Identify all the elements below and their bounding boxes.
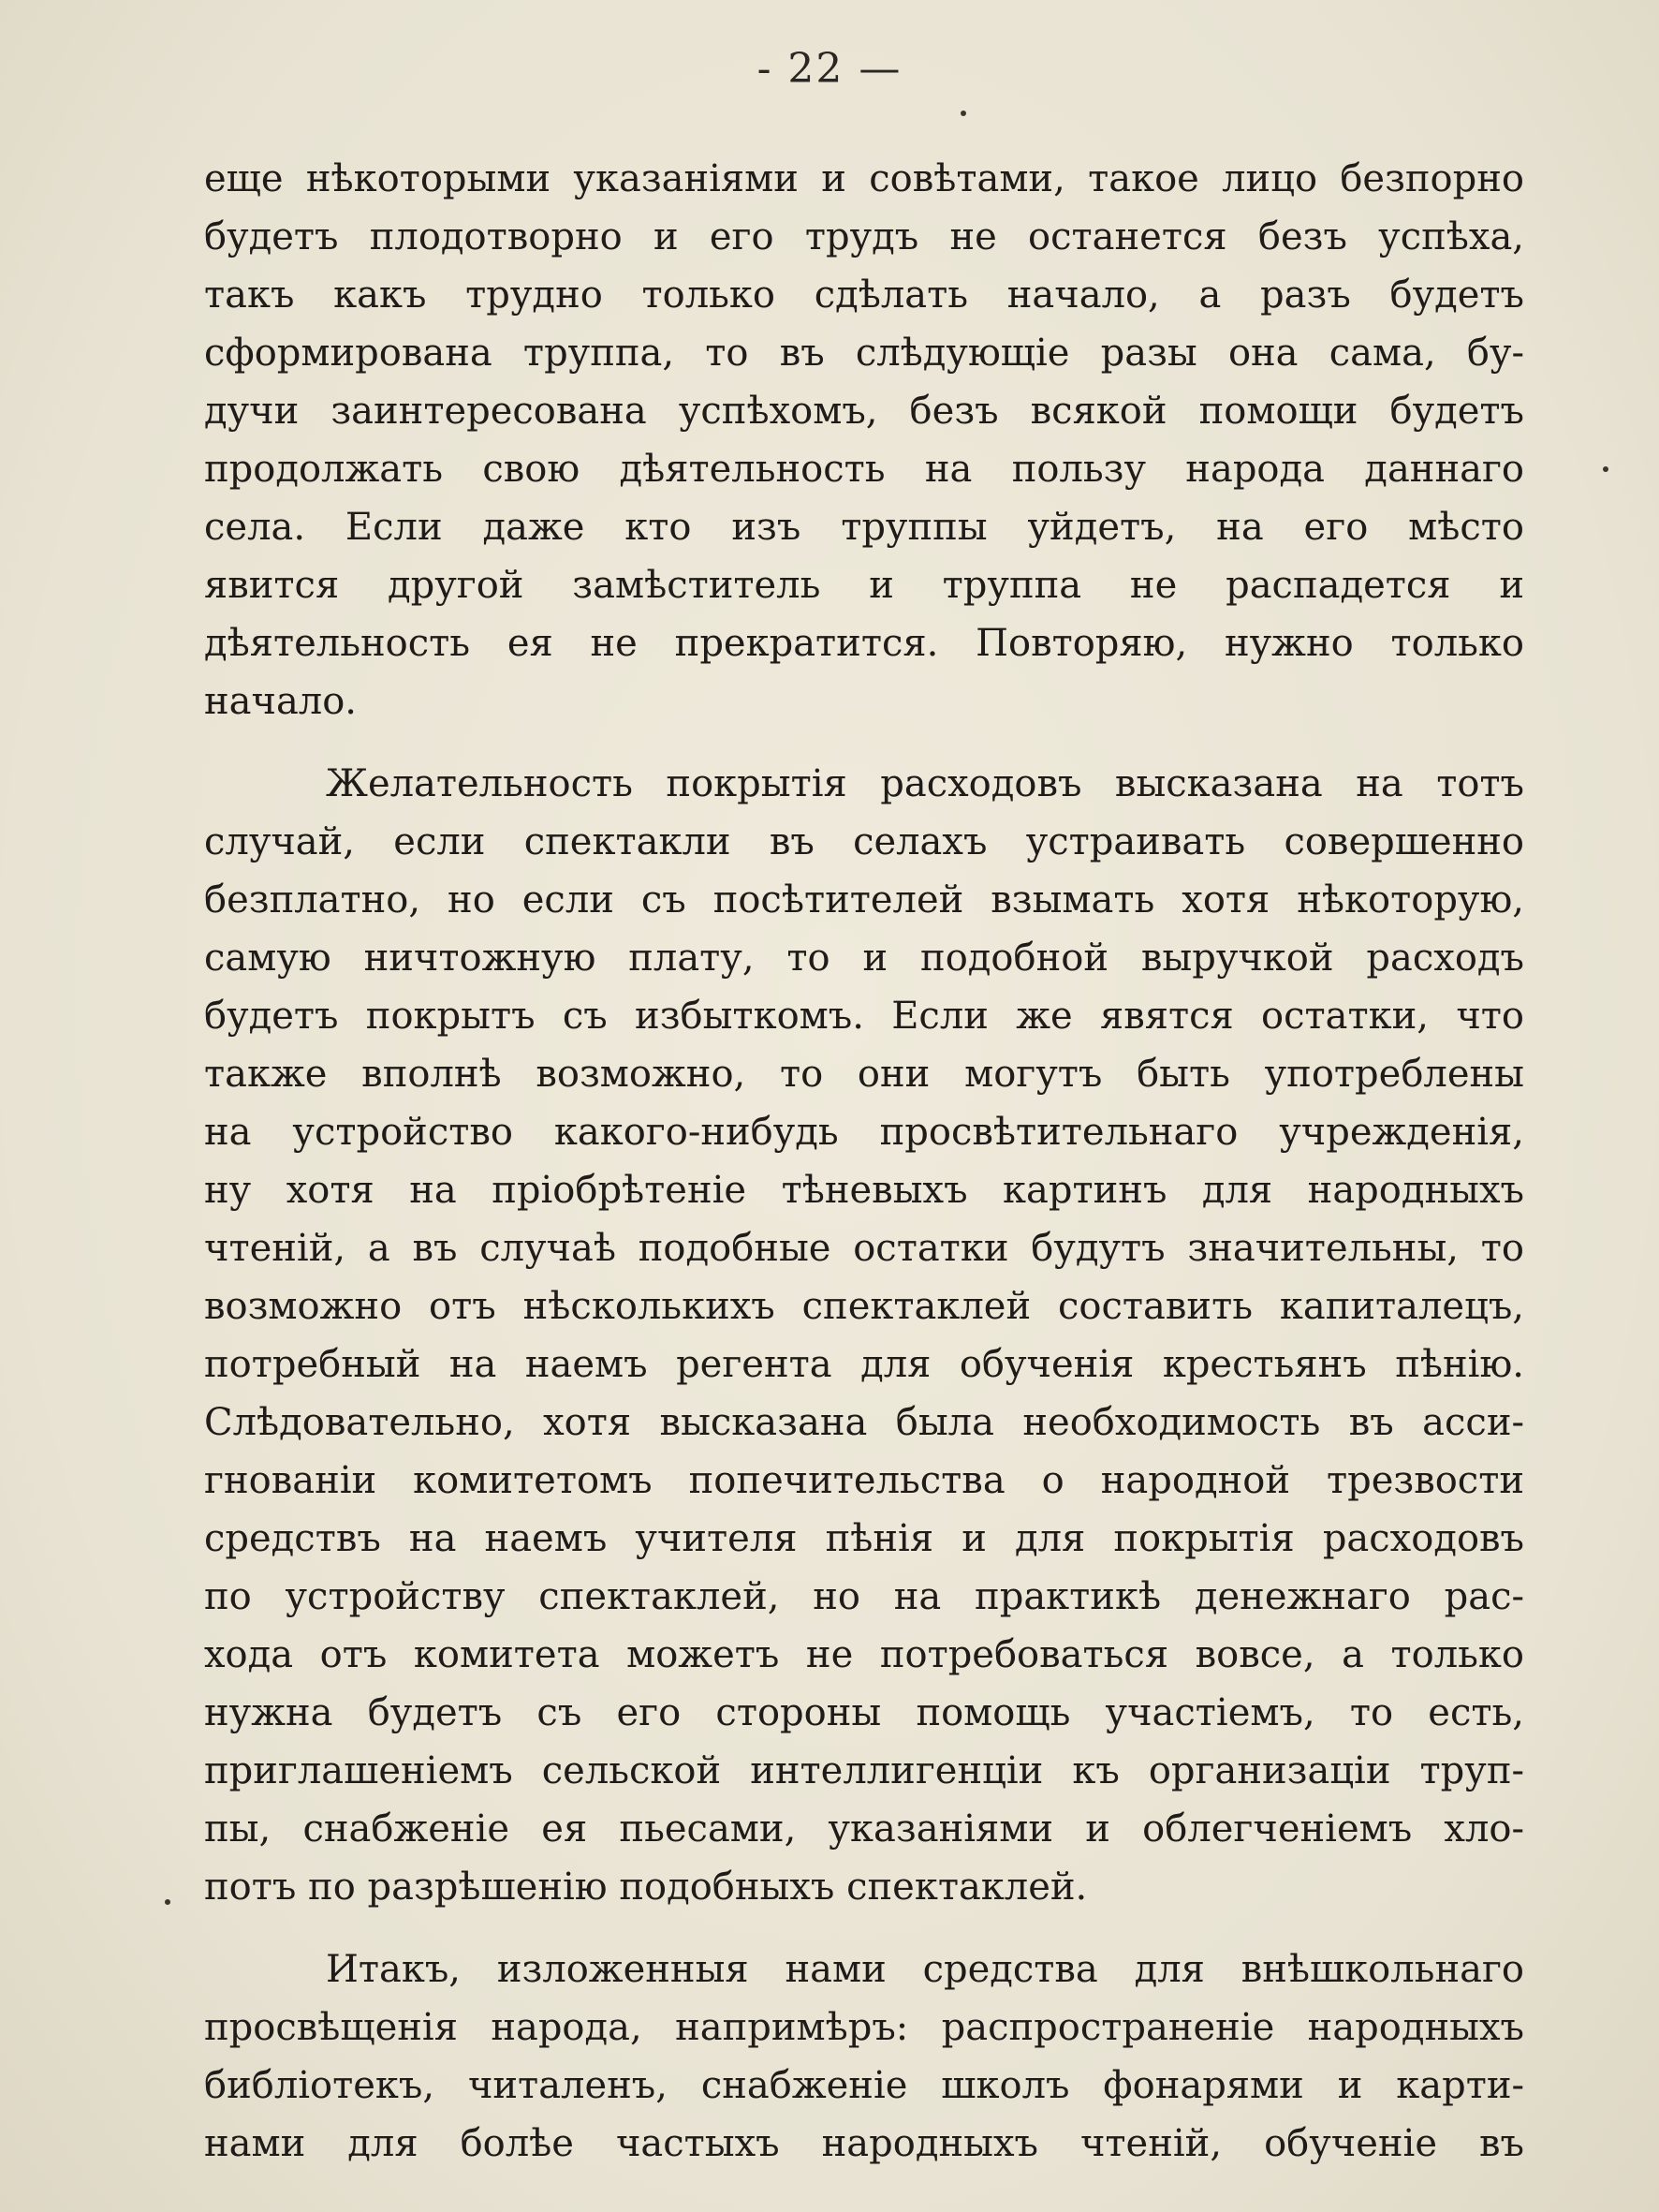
text-line: дѣятельность ея не прекратится. Повторяю, нужно только: [204, 622, 1524, 665]
text-line: будетъ плодотворно и его трудъ не останется безъ успѣха,: [204, 215, 1524, 258]
text-line: самую ничтожную плату, то и подобной выручкой расходъ: [204, 936, 1524, 980]
page-number: - 22 —: [756, 45, 903, 93]
text-line: начало.: [204, 680, 358, 723]
text-line: потъ по разрѣшенію подобныхъ спектаклей.: [204, 1865, 1088, 1909]
text-line: села. Если даже кто изъ труппы уйдетъ, на его мѣсто: [204, 506, 1524, 549]
print-speck: [961, 111, 966, 116]
text-line: ну хотя на пріобрѣтеніе тѣневыхъ картинъ для народныхъ: [204, 1169, 1524, 1212]
text-line: такъ какъ трудно только сдѣлать начало, а разъ будетъ: [204, 273, 1524, 317]
text-line: просвѣщенія народа, напримѣръ: распространеніе народныхъ: [204, 2006, 1524, 2049]
text-line: продолжать свою дѣятельность на пользу народа даннаго: [204, 448, 1524, 491]
text-line: Слѣдовательно, хотя высказана была необходимость въ асси-: [204, 1401, 1524, 1444]
text-line: хода отъ комитета можетъ не потребоваться вовсе, а только: [204, 1633, 1524, 1676]
text-line: нужна будетъ съ его стороны помощь участіемъ, то есть,: [204, 1691, 1524, 1734]
text-line: потребный на наемъ регента для обученія крестьянъ пѣнію.: [204, 1343, 1524, 1386]
paragraph-2: [204, 755, 1524, 1916]
text-line: дучи заинтересована успѣхомъ, безъ всякой помощи будетъ: [204, 390, 1524, 433]
text-line: чтеній, а въ случаѣ подобные остатки будутъ значительны, то: [204, 1227, 1524, 1270]
text-line: Итакъ, изложенныя нами средства для внѣшкольнаго: [326, 1948, 1524, 1991]
print-speck: [1603, 466, 1608, 472]
text-line: еще нѣкоторыми указаніями и совѣтами, такое лицо безпорно: [204, 157, 1524, 200]
text-line: безплатно, но если съ посѣтителей взымать хотя нѣкоторую,: [204, 878, 1524, 922]
text-line: средствъ на наемъ учителя пѣнія и для покрытія расходовъ: [204, 1517, 1524, 1560]
print-speck: [165, 1899, 170, 1905]
text-line: будетъ покрытъ съ избыткомъ. Если же явятся остатки, что: [204, 995, 1524, 1038]
text-line: также вполнѣ возможно, то они могутъ быть употреблены: [204, 1053, 1524, 1096]
paragraph-3: [204, 1940, 1524, 2173]
text-line: возможно отъ нѣсколькихъ спектаклей составить капиталецъ,: [204, 1285, 1524, 1328]
body-text: [204, 150, 1524, 2173]
text-line: Желательность покрытія расходовъ высказана на тотъ: [326, 762, 1524, 805]
text-line: пы, снабженіе ея пьесами, указаніями и облегченіемъ хло-: [204, 1807, 1524, 1851]
text-line: нами для болѣе частыхъ народныхъ чтеній, обученіе въ: [204, 2122, 1524, 2165]
text-line: по устройству спектаклей, но на практикѣ денежнаго рас-: [204, 1575, 1524, 1618]
paragraph-1: [204, 150, 1524, 730]
text-line: на устройство какого-нибудь просвѣтительнаго учрежденія,: [204, 1111, 1524, 1154]
text-line: гнованіи комитетомъ попечительства о народной трезвости: [204, 1459, 1524, 1502]
text-line: явится другой замѣститель и труппа не распадется и: [204, 564, 1524, 607]
text-line: сформирована труппа, то въ слѣдующіе разы она сама, бу-: [204, 332, 1524, 375]
text-line: библіотекъ, читаленъ, снабженіе школъ фонарями и карти-: [204, 2064, 1524, 2107]
text-line: приглашеніемъ сельской интеллигенціи къ организаціи труп-: [204, 1749, 1524, 1792]
text-line: случай, если спектакли въ селахъ устраивать совершенно: [204, 820, 1524, 863]
